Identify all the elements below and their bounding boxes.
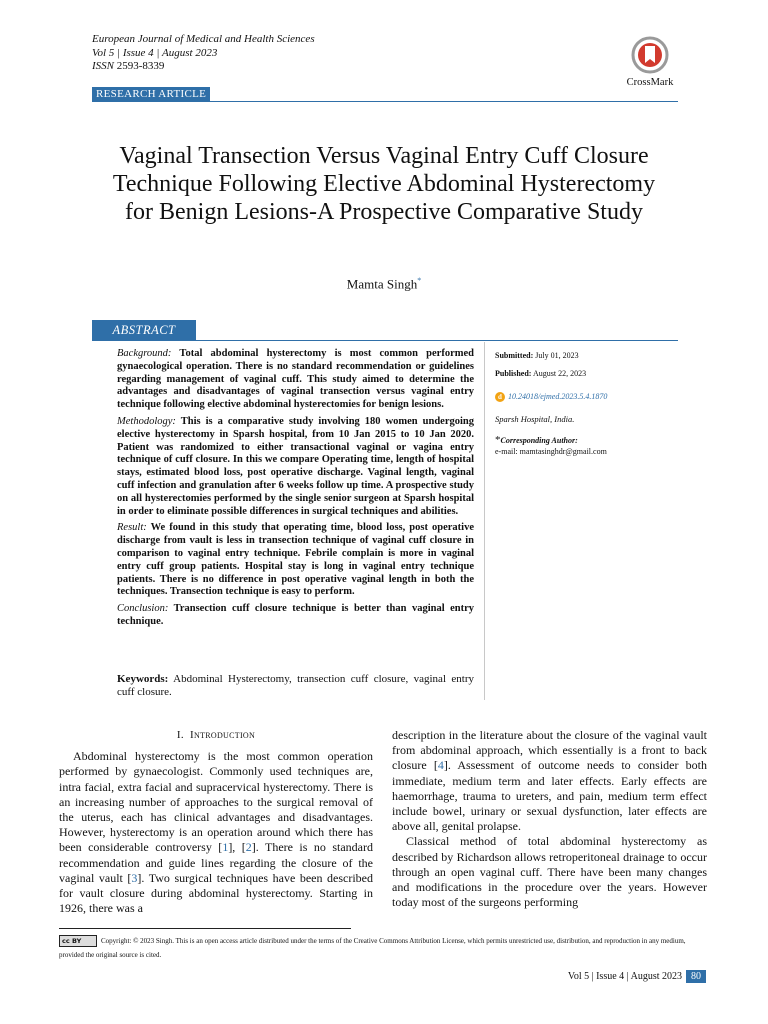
article-title: Vaginal Transection Versus Vaginal Entry Cuff Closure Technique Following Elective Abdominal Hysterectomy for Benign Lesions-A Prospective Comparative Study <box>112 143 656 225</box>
abstract-background: Background: Total abdominal hysterectomy is most common performed gynaecological operation. There is no standard recommendation or guidelines regarding management of vaginal cuff. This study aimed to determine the advantages and disadvantages of vaginal transection versus vaginal entry technique following elective abdominal hysterectomies for benign lesions. <box>117 348 475 411</box>
intro-paragraph-1-continued: description in the literature about the closure of the vaginal vault from abdominal approach, which essentially is a front to back closure [4]. Assessment of outcome needs to consider both immediate, medium term and later effects. Early effects are haemorrhage, trauma to ureters, and pain, medium term effect include bowel, urinary or sexual dysfunction, later effects are above all, genital prolapse. <box>392 728 707 834</box>
page-footer <box>568 970 706 983</box>
copyright-notice: cc BY Copyright: © 2023 Singh. This is an open access article distributed under the terms of the Creative Commons Attribution License, which permits unrestricted use, distribution, and reproduction in any medium, provided the original source is cited. <box>59 937 686 959</box>
abstract-result: Result: We found in this study that operating time, blood loss, post operative discharge from vault is less in transection technique of vaginal cuff closure in comparison to vaginal entry technique. Febrile complain is more in vaginal entry cuff group patients. Hospital stay is long in vaginal entry technique patients. There is no difference in post operative vaginal length in both the techniques. Transection technique is easy to perform. <box>117 522 474 598</box>
footnote-rule <box>59 928 351 929</box>
journal-name: European Journal of Medical and Health Sciences <box>92 33 315 45</box>
body-column-left <box>59 728 373 916</box>
author-email[interactable]: e-mail: mamtasinghdr@gmail.com <box>495 447 607 457</box>
journal-volume: Vol 5 | Issue 4 | August 2023 <box>92 46 218 59</box>
doi-link[interactable]: d 10.24018/ejmed.2023.5.4.1870 <box>495 391 685 402</box>
citation-2[interactable]: 2 <box>245 840 252 855</box>
crossmark-badge[interactable] <box>622 36 678 88</box>
keywords-label: Keywords: <box>117 673 169 685</box>
author-mark: * <box>417 276 422 285</box>
abstract-methodology: Methodology: This is a comparative study involving 180 women undergoing elective hysterectomy in Sparsh hospital, from 10 Jan 2015 to 10 Jan 2020. Patient was randomized to either transactional vaginal or vagina entry technique of cuff closure. In this we compare Operating time, length of hospital stays, estimated blood loss, post operative discharge. Vaginal length, vaginal cuff infection and granulation after 6 weeks follow up time. A prospective study on all hysterectomies performed by the single senior surgeon at Sparsh hospital in order to eliminate possible differences in surgical techniques and abilities. <box>117 415 475 517</box>
footer-volume: Vol 5 | Issue 4 | August 2023 <box>567 971 682 982</box>
intro-paragraph-2: Classical method of total abdominal hysterectomy as described by Richardson allows retroperitoneal drainage to occur through an open vaginal cuff. There have been many changes and modifications in the procedure over the years. However today most of the surgeons performing <box>392 834 707 910</box>
article-type-tag: RESEARCH ARTICLE <box>92 87 210 101</box>
intro-paragraph-1: Abdominal hysterectomy is the most common operation performed by gynaecologist. Commonly used techniques are, intra facial, extra facial and supracervical hysterectomy. There is an increasing number of approaches to the surgical removal of the uterus, each has clinical advantages and disadvantages. However, hysterectomy is an operation around which there has been considerable controversy [1], [2]. There is no standard recommendation and guide lines regarding the closure of the vaginal vault [3]. Two surgical techniques have been described for vault closure during abdominal hysterectomy. Starting in 1926, there was a <box>59 749 373 916</box>
doi-icon: d <box>495 392 505 402</box>
article-type-bar <box>92 87 678 102</box>
abstract-heading: ABSTRACT <box>92 320 196 340</box>
section-heading-introduction: I. Introduction <box>176 729 256 741</box>
keywords <box>117 673 474 699</box>
abstract-divider <box>484 342 485 700</box>
journal-header <box>92 33 315 74</box>
abstract-body <box>117 348 474 633</box>
submitted-date: Submitted: July 01, 2023 <box>495 351 579 360</box>
citation-3[interactable]: 3 <box>131 870 138 885</box>
corresponding-author: *Corresponding Author: e-mail: mamtasinghdr@gmail.com <box>495 434 607 457</box>
abstract-bar <box>92 320 678 341</box>
cc-license-icon[interactable]: cc BY <box>59 935 97 947</box>
author-line <box>0 276 768 292</box>
citation-1[interactable]: 1 <box>222 840 229 855</box>
body-column-right <box>392 728 707 910</box>
abstract-conclusion: Conclusion: Transection cuff closure technique is better than vaginal entry technique. <box>117 603 474 627</box>
citation-4[interactable]: 4 <box>437 758 444 773</box>
page-number: 80 <box>686 970 706 983</box>
keywords-text: Abdominal Hysterectomy, transection cuff closure, vaginal entry cuff closure. <box>117 673 474 698</box>
crossmark-icon <box>631 36 669 74</box>
affiliation: Sparsh Hospital, India. <box>495 414 575 425</box>
crossmark-label: CrossMark <box>626 77 674 88</box>
journal-issn: ISSN 2593-8339 <box>92 60 165 72</box>
published-date: Published: August 22, 2023 <box>495 369 587 378</box>
article-metadata <box>495 350 685 457</box>
author-name[interactable]: Mamta Singh <box>346 276 418 292</box>
